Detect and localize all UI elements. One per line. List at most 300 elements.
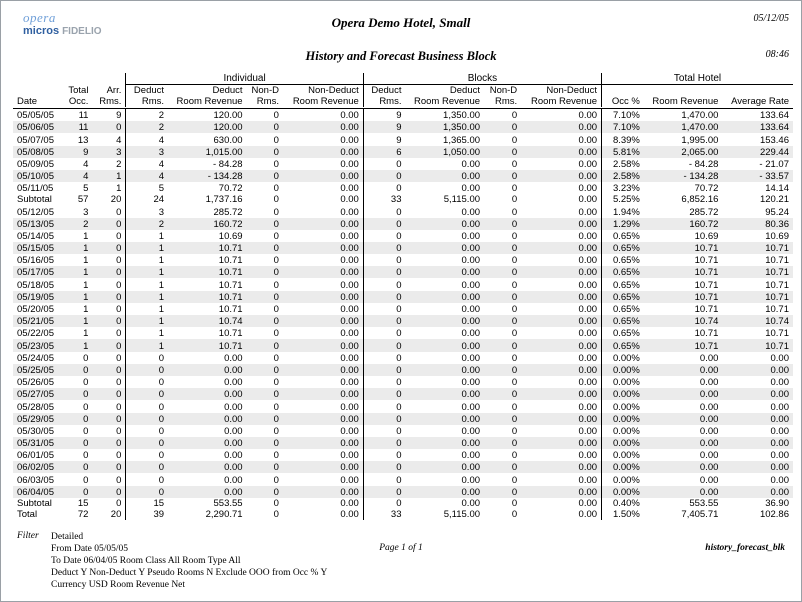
col-date (13, 85, 61, 108)
cell-value: 0 (363, 230, 405, 242)
cell-value: 0 (511, 497, 518, 509)
cell-value: 0.00 (461, 497, 481, 509)
cell-value: 9 (363, 133, 405, 145)
cell-value: 0.00 (521, 364, 601, 376)
cell-label: 05/07/05 (17, 134, 54, 146)
cell-value: 10.71 (168, 242, 247, 254)
cell-value: 0.00 (578, 110, 598, 122)
cell-value: 0.00 (770, 450, 789, 462)
cell-value: 1,737.16 (205, 194, 243, 206)
cell-value: 4 (126, 158, 168, 170)
cell-label: 05/08/05 (13, 146, 61, 158)
cell-value: 0 (247, 339, 283, 351)
cell-label: 05/16/05 (17, 255, 54, 267)
cell-value: 133.64 (722, 121, 793, 133)
cell-value: 0 (273, 508, 279, 520)
cell-value: 0.00 (521, 413, 601, 425)
cell-value: 15 (77, 497, 89, 509)
cell-value: 0.00 (405, 388, 484, 400)
cell-value: 1 (83, 279, 89, 291)
cell-value: 0.00 (340, 425, 359, 437)
table-row (13, 230, 793, 242)
cell-value: 1 (83, 230, 89, 242)
cell-value: 0 (363, 254, 405, 266)
cell-value: 0 (116, 279, 122, 291)
cell-value: - 84.28 (212, 158, 243, 170)
cell-value: 0 (363, 498, 405, 509)
col-ind-deduct-revenue-line1: Deduct (212, 85, 243, 96)
cell-value: 0 (61, 461, 93, 473)
cell-label: 06/02/05 (13, 461, 61, 473)
row-spacer (13, 520, 793, 526)
table-row (13, 486, 793, 498)
micros-wordmark: micros (23, 25, 60, 37)
col-blk-nond-rms-line1: Non-D (489, 85, 518, 96)
cell-label: 05/21/05 (13, 315, 61, 327)
cell-value: 0.00 (521, 486, 601, 498)
cell-value: 0.00 (168, 486, 247, 498)
cell-value: 0.00 (578, 450, 598, 462)
table-body (13, 109, 793, 526)
cell-value: 0.00 (521, 437, 601, 449)
cell-value: 5 (126, 182, 168, 194)
cell-value: 8.39% (602, 133, 644, 145)
cell-value: 10.74 (168, 315, 247, 327)
col-average-rate (722, 85, 793, 108)
cell-value: 0 (363, 315, 405, 327)
cell-value: 0 (61, 413, 93, 425)
cell-value: 0 (126, 473, 168, 485)
table-column-header-row (13, 85, 793, 108)
cell-value: 1,350.00 (443, 110, 481, 122)
col-total-occ-line1: Total (68, 85, 89, 96)
cell-value: 0 (247, 218, 283, 230)
cell-value: 120.00 (213, 110, 243, 122)
cell-value: 0.00 (521, 170, 601, 182)
col-blk-deduct-revenue-line2: Room Revenue (414, 96, 481, 107)
cell-value: 0.00 (168, 461, 247, 473)
table-row (13, 339, 793, 351)
cell-value: 0 (273, 183, 279, 195)
cell-value: 0.00% (602, 425, 644, 437)
cell-value: 1 (83, 255, 89, 267)
cell-label: 05/14/05 (17, 230, 54, 242)
cell-value: 0.00 (722, 437, 793, 449)
cell-value: 72 (77, 508, 89, 520)
col-ind-nond-rms-line2: Rms. (256, 96, 279, 107)
cell-value: 0 (511, 304, 518, 315)
cell-value: 0.00 (578, 352, 598, 364)
cell-value: 0.00 (461, 158, 481, 170)
cell-value: 7.10% (602, 109, 644, 122)
cell-value: 0 (92, 121, 125, 133)
cell-value: 0.00 (461, 304, 481, 315)
cell-value: 0 (484, 437, 521, 449)
cell-value: 10.71 (644, 339, 723, 351)
cell-value: 0 (116, 206, 122, 218)
cell-value: 0.65% (602, 278, 644, 290)
col-total-room-revenue (644, 85, 723, 108)
cell-value: 0.00 (340, 255, 359, 267)
cell-value: 0.00 (521, 461, 601, 473)
cell-value: 1.50% (602, 509, 644, 520)
table-row (13, 376, 793, 388)
cell-value: 0 (273, 401, 279, 413)
table-row (13, 449, 793, 461)
cell-value: 0.00 (340, 328, 359, 340)
cell-label: 05/30/05 (17, 425, 54, 437)
cell-value: 0.65% (602, 291, 644, 303)
fidelio-wordmark: FIDELIO (62, 26, 102, 37)
filter-line: To Date 06/04/05 Room Class All Room Type All (51, 556, 241, 566)
cell-value: 6 (363, 146, 405, 158)
cell-value: 0.00 (578, 401, 598, 413)
cell-label: 05/23/05 (13, 339, 61, 351)
cell-value: 0 (247, 388, 283, 400)
cell-value: 0 (273, 377, 279, 389)
cell-value: 0 (61, 486, 93, 498)
cell-value: 0.00 (521, 121, 601, 133)
cell-value: 0 (116, 377, 122, 389)
cell-value: 0.00 (224, 401, 243, 413)
cell-value: 0.00 (578, 279, 598, 291)
cell-value: 0.00 (722, 461, 793, 473)
cell-label: 05/27/05 (13, 388, 61, 400)
cell-value: 10.71 (218, 328, 243, 340)
cell-value: 0 (273, 194, 279, 206)
cell-value: 70.72 (218, 183, 243, 195)
cell-value: 10.71 (765, 279, 789, 291)
cell-value: 0 (126, 400, 168, 412)
cell-value: 9 (363, 121, 405, 133)
cell-value: 10.71 (694, 328, 719, 340)
cell-label: 05/09/05 (17, 158, 54, 170)
cell-value: 0.00 (340, 183, 359, 195)
cell-value: 0 (511, 194, 518, 206)
cell-value: 0 (273, 158, 279, 170)
cell-value: 0.00 (461, 352, 481, 364)
cell-value: 1 (126, 266, 168, 278)
cell-value: 10.71 (722, 266, 793, 278)
cell-value: - 21.07 (759, 158, 789, 170)
table-row (13, 413, 793, 425)
cell-value: 0 (363, 352, 405, 364)
cell-value: 14.14 (765, 183, 789, 195)
cell-value: 160.72 (168, 218, 247, 230)
cell-value: 0 (247, 291, 283, 303)
cell-value: 0 (363, 364, 405, 376)
cell-value: 0 (92, 242, 125, 254)
cell-value: 10.71 (722, 291, 793, 303)
table-row (13, 158, 793, 170)
cell-value: 2,290.71 (205, 508, 243, 520)
table-row (13, 473, 793, 485)
cell-value: 0 (484, 146, 521, 158)
cell-value: 33 (363, 194, 405, 205)
cell-value: 0 (363, 449, 405, 461)
cell-value: 95.24 (765, 206, 789, 218)
cell-value: 0.00 (578, 328, 598, 340)
cell-value: 0 (126, 425, 168, 437)
cell-value: 0.00 (644, 364, 723, 376)
cell-value: 10.71 (722, 339, 793, 351)
cell-value: 0.00 (283, 218, 363, 230)
cell-label: 05/05/05 (17, 110, 54, 122)
cell-label: 06/03/05 (17, 474, 54, 486)
cell-value: 0 (511, 183, 518, 195)
cell-value: 0.00 (521, 291, 601, 303)
cell-value: 0.00 (340, 450, 359, 462)
cell-value: 0.00% (602, 352, 644, 364)
cell-value: 0 (363, 218, 405, 230)
cell-value: 0 (61, 388, 93, 400)
cell-value: 0.00% (602, 486, 644, 498)
group-spacer-3 (92, 73, 125, 85)
cell-value: 0 (116, 304, 122, 315)
cell-value: 0 (511, 206, 518, 218)
report-time: 08:46 (765, 49, 789, 60)
cell-value: 0.00 (340, 279, 359, 291)
cell-label: 05/17/05 (13, 266, 61, 278)
col-blk-nond-rms-line2: Rms. (495, 96, 518, 107)
cell-value: 0.00 (699, 450, 719, 462)
col-blk-deduct-revenue (405, 85, 484, 108)
cell-value: 0.00 (699, 425, 719, 437)
cell-value: 0 (92, 388, 125, 400)
col-blk-nondeduct-revenue (521, 85, 601, 108)
cell-label: 06/04/05 (13, 486, 61, 498)
cell-value: 0.00 (405, 486, 484, 498)
filter-line: Currency USD Room Revenue Net (51, 580, 186, 590)
cell-value: 0 (363, 291, 405, 303)
col-blk-nond-rms (484, 85, 521, 108)
cell-value: 0 (116, 255, 122, 267)
cell-value: 0 (273, 474, 279, 486)
cell-value: 10.71 (644, 291, 723, 303)
cell-value: 153.46 (759, 134, 789, 146)
cell-value: 0 (247, 486, 283, 498)
cell-value: 0 (363, 242, 405, 254)
cell-value: 0.00 (283, 364, 363, 376)
cell-value: 0 (116, 450, 122, 462)
cell-value: 0.00 (578, 304, 598, 315)
cell-value: 0.00% (602, 413, 644, 425)
cell-value: 0 (273, 352, 279, 364)
cell-value: 0.00 (405, 291, 484, 303)
cell-value: 0.00 (644, 461, 723, 473)
cell-value: 0.00 (283, 437, 363, 449)
cell-value: 0.00 (461, 183, 481, 195)
cell-value: 0.00 (578, 158, 598, 170)
table-row (13, 364, 793, 376)
table-row (13, 291, 793, 303)
cell-value: 39 (126, 509, 168, 520)
col-ind-nondeduct-revenue (283, 85, 363, 108)
cell-value: 0 (484, 291, 521, 303)
cell-value: 1 (92, 170, 125, 182)
cell-value: 285.72 (213, 206, 243, 218)
cell-value: 0 (247, 266, 283, 278)
cell-value: 0.00 (644, 413, 723, 425)
col-blk-nondeduct-revenue-line1: Non-Deduct (546, 85, 598, 96)
cell-value: 0 (484, 339, 521, 351)
cell-value: 0 (484, 266, 521, 278)
cell-label: 05/15/05 (13, 242, 61, 254)
cell-value: 0.00 (224, 352, 243, 364)
cell-value: 2 (126, 218, 168, 230)
cell-value: 0 (273, 230, 279, 242)
cell-value: 0 (363, 376, 405, 388)
cell-value: 0.00 (283, 315, 363, 327)
table-row (13, 254, 793, 266)
cell-value: 0 (363, 182, 405, 194)
cell-value: 0 (363, 303, 405, 315)
cell-value: 0.00 (168, 437, 247, 449)
cell-value: 0 (116, 328, 122, 340)
cell-value: 1 (126, 278, 168, 290)
cell-value: 2 (126, 121, 168, 133)
cell-value: 2.58% (602, 170, 644, 182)
cell-value: 0.00 (283, 242, 363, 254)
cell-label: 05/31/05 (13, 437, 61, 449)
table-row (13, 182, 793, 194)
cell-value: 0.00 (770, 425, 789, 437)
cell-value: 120.00 (168, 121, 247, 133)
cell-value: 0 (511, 328, 518, 340)
cell-value: 0 (363, 473, 405, 485)
cell-value: 0.00 (461, 474, 481, 486)
cell-value: 0 (273, 279, 279, 291)
table-row (13, 303, 793, 315)
cell-value: 0 (511, 474, 518, 486)
cell-label: Total (17, 508, 38, 520)
col-total-occ (61, 85, 93, 108)
table-row (13, 352, 793, 364)
table-row (13, 437, 793, 449)
cell-value: 0.65% (602, 242, 644, 254)
cell-value: 0.00 (168, 388, 247, 400)
cell-value: 0.00 (722, 486, 793, 498)
cell-value: 1,365.00 (443, 134, 481, 146)
cell-value: 0.00 (168, 413, 247, 425)
cell-value: 0 (92, 339, 125, 351)
cell-value: 0.00 (578, 230, 598, 242)
col-arr-rms-line2: Rms. (99, 96, 122, 107)
cell-value: 0 (484, 170, 521, 182)
cell-value: 0 (511, 110, 518, 122)
cell-value: 1 (61, 315, 93, 327)
cell-value: 0 (484, 413, 521, 425)
cell-value: 10.71 (765, 328, 789, 340)
cell-label: 05/20/05 (17, 304, 54, 315)
cell-value: 120.21 (759, 194, 789, 206)
cell-value: 10.71 (694, 255, 719, 267)
cell-value: 0.00 (405, 266, 484, 278)
cell-value: 0.00 (340, 474, 359, 486)
cell-value: 24 (126, 194, 168, 205)
cell-value: 0.00 (461, 450, 481, 462)
cell-value: 0.00 (578, 497, 598, 509)
cell-value: 10.71 (218, 304, 243, 315)
cell-value: 9 (61, 146, 93, 158)
cell-value: 0 (484, 218, 521, 230)
cell-value: 1,470.00 (644, 121, 723, 133)
cell-value: 0 (126, 352, 168, 364)
cell-value: 0.00 (283, 339, 363, 351)
cell-value: 0.00 (461, 279, 481, 291)
cell-value: 0 (484, 388, 521, 400)
col-ind-nond-rms-line1: Non-D (251, 85, 279, 96)
history-forecast-table (13, 73, 793, 526)
cell-value: 0 (273, 304, 279, 315)
cell-value: 0.00 (405, 461, 484, 473)
cell-value: 160.72 (644, 218, 723, 230)
cell-value: 1 (126, 327, 168, 339)
cell-value: 553.55 (689, 497, 719, 509)
cell-value: 0 (363, 266, 405, 278)
cell-value: 3 (126, 146, 168, 158)
cell-value: 0.40% (602, 498, 644, 509)
cell-value: 0.00% (602, 437, 644, 449)
cell-value: 0.00 (283, 121, 363, 133)
cell-value: 0.00 (770, 401, 789, 413)
cell-value: 0.65% (602, 303, 644, 315)
cell-value: 0.00 (461, 206, 481, 218)
cell-value: - 33.57 (722, 170, 793, 182)
cell-value: 1 (126, 291, 168, 303)
cell-value: 1,350.00 (405, 121, 484, 133)
cell-value: 0.00 (722, 413, 793, 425)
cell-value: 0 (511, 352, 518, 364)
cell-value: 0.00 (405, 315, 484, 327)
cell-value: 133.64 (759, 110, 789, 122)
filter-line: From Date 05/05/05 (51, 544, 129, 554)
cell-value: 0.00 (340, 508, 359, 520)
cell-value: 3 (83, 206, 89, 218)
cell-value: 1 (83, 328, 89, 340)
cell-value: 10.74 (722, 315, 793, 327)
cell-value: 0 (273, 425, 279, 437)
cell-label: Subtotal (17, 194, 52, 206)
cell-value: 0 (511, 134, 518, 146)
cell-value: 0 (126, 364, 168, 376)
cell-value: 0.00 (644, 437, 723, 449)
cell-value: 0.00 (340, 304, 359, 315)
cell-value: 1 (126, 339, 168, 351)
cell-value: 0.00 (340, 206, 359, 218)
cell-value: 0.00 (224, 450, 243, 462)
cell-value: 10.71 (765, 304, 789, 315)
cell-value: 0.00 (340, 401, 359, 413)
table-row (13, 133, 793, 145)
cell-value: 0.00 (461, 230, 481, 242)
cell-value: 0 (247, 170, 283, 182)
cell-value: 0 (484, 121, 521, 133)
cell-value: 0 (273, 450, 279, 462)
cell-value: 0 (92, 437, 125, 449)
cell-value: 1 (126, 254, 168, 266)
col-ind-nond-rms (247, 85, 283, 108)
cell-value: 0.00% (602, 473, 644, 485)
cell-value: 0.00 (722, 388, 793, 400)
cell-value: 0.00 (578, 377, 598, 389)
cell-value: 9 (116, 110, 122, 122)
group-header-individual: Individual (126, 73, 363, 85)
col-blk-deduct-rms-line1: Deduct (371, 85, 402, 96)
cell-value: 1,995.00 (681, 134, 719, 146)
cell-value: 0 (363, 486, 405, 498)
cell-value: 0 (363, 278, 405, 290)
